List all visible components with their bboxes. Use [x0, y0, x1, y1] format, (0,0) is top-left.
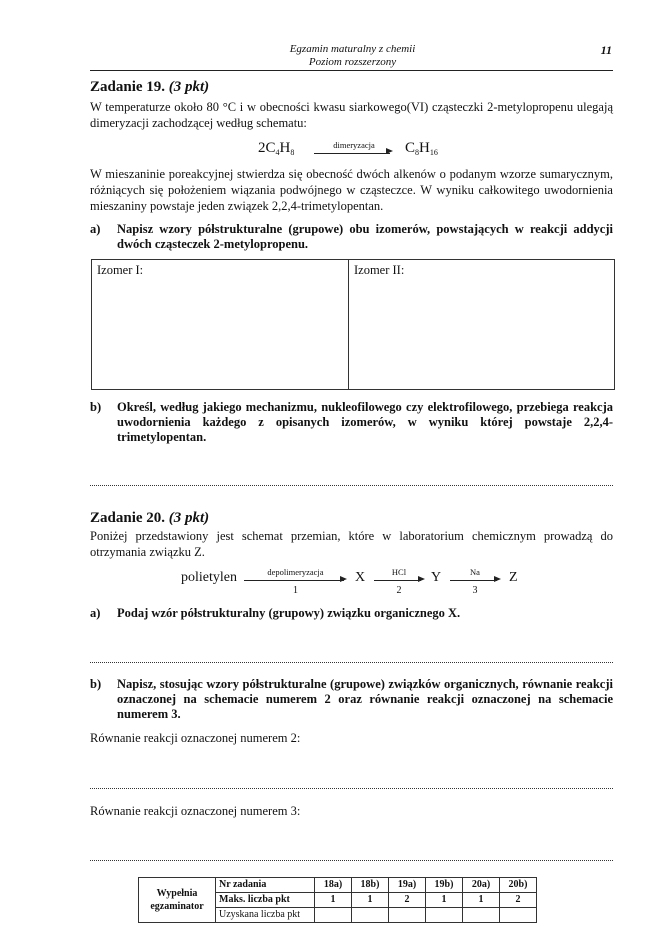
- scheme-z: Z: [509, 570, 518, 585]
- task20-question-a: [90, 606, 613, 621]
- task19-reactant: $2C_4H_8$: [258, 140, 295, 157]
- scheme-arrow3-label: Na: [470, 567, 480, 577]
- task19-b-answer-line[interactable]: [90, 485, 613, 486]
- isomer-2-label: Izomer II:: [354, 263, 405, 277]
- task20-question-b: [90, 677, 613, 722]
- task20-title: Zadanie 20.: [90, 510, 166, 526]
- eq3-label: Równanie reakcji oznaczonej numerem 3:: [90, 804, 301, 818]
- scheme-arrow3: [450, 580, 497, 581]
- obtained-points-cell[interactable]: [315, 908, 352, 923]
- scheme-arrow2-number: 2: [396, 585, 402, 596]
- scheme-arrow3-number: 3: [472, 585, 478, 596]
- scheme-arrow3-head: [494, 576, 501, 582]
- scheme-arrow1-head: [340, 576, 347, 582]
- task20-points: (3 pkt): [168, 510, 210, 526]
- scheme-arrow2: [374, 580, 421, 581]
- max-points-cell: 1: [315, 893, 352, 908]
- task19-arrow: [314, 153, 390, 154]
- scheme-arrow2-label: HCl: [391, 567, 407, 577]
- task20-b-label: b): [90, 677, 102, 691]
- page-header: [90, 43, 615, 69]
- row-header-nr: Nr zadania: [216, 878, 315, 893]
- isomer-1-answer-box[interactable]: [91, 259, 349, 390]
- header-level: Poziom rozszerzony: [308, 56, 397, 68]
- examiner-cell: [139, 878, 216, 923]
- isomer-1-label: Izomer I:: [97, 263, 144, 277]
- task19-intro: W temperaturze około 80 °C i w obecności kwasu siarkowego(VI) cząsteczki 2-metylopropenu ulegają dimeryzacji zachodzącej według schematu:: [90, 100, 613, 130]
- scheme-start: polietylen: [181, 570, 237, 585]
- task19-heading: [90, 79, 209, 96]
- obtained-points-cell[interactable]: [463, 908, 500, 923]
- score-row-task-numbers: [139, 878, 537, 893]
- task19-a-label: a): [90, 222, 101, 236]
- col-nr: 19b): [426, 878, 463, 893]
- eq3-answer-line[interactable]: [90, 860, 613, 861]
- max-points-cell: 1: [463, 893, 500, 908]
- row-header-max: Maks. liczba pkt: [216, 893, 315, 908]
- col-nr: 20a): [463, 878, 500, 893]
- header-exam-title: Egzamin maturalny z chemii: [289, 43, 416, 55]
- scheme-arrow1-label: depolimeryzacja: [267, 567, 324, 577]
- eq2-answer-line[interactable]: [90, 788, 613, 789]
- task20-heading: [90, 510, 209, 527]
- task19-points: (3 pkt): [168, 79, 210, 95]
- max-points-cell: 2: [500, 893, 537, 908]
- scheme-arrow1-number: 1: [293, 585, 298, 596]
- task19-title: Zadanie 19.: [90, 79, 166, 95]
- col-nr: 19a): [389, 878, 426, 893]
- task19-a-text: Napisz wzory półstrukturalne (grupowe) obu izomerów, powstających w reakcji addycji dwóch cząsteczek 2-metylopropenu.: [117, 222, 613, 251]
- scheme-x: X: [355, 570, 366, 585]
- page-number: 11: [600, 43, 612, 57]
- task20-a-answer-line[interactable]: [90, 662, 613, 663]
- task20-b-text: Napisz, stosując wzory półstrukturalne (grupowe) związków organicznych, równanie reakcji oznaczonej na schemacie numerem 2 oraz równanie reakcji oznaczonej na schemacie numerem 3.: [117, 677, 613, 721]
- task19-arrow-label: dimeryzacja: [333, 140, 375, 150]
- obtained-points-cell[interactable]: [500, 908, 537, 923]
- scheme-arrow1: [244, 580, 344, 581]
- max-points-cell: 1: [352, 893, 389, 908]
- task19-body: W mieszaninie poreakcyjnej stwierdza się obecność dwóch alkenów o podanym wzorze sumarycznym, różniących się położeniem wiązania podwójnego w cząsteczce. W wyniku całkowitego uwodornienia mieszaniny powstaje jeden związek 2,2,4-trimetylopentan.: [90, 167, 613, 213]
- task20-a-label: a): [90, 606, 101, 620]
- task19-question-b: [90, 400, 613, 445]
- header-rule: [90, 70, 613, 71]
- scheme-arrow2-head: [418, 576, 425, 582]
- task19-question-a: [90, 222, 613, 252]
- obtained-points-cell[interactable]: [389, 908, 426, 923]
- task20-intro: Poniżej przedstawiony jest schemat przemian, które w laboratorium chemicznym prowadzą do otrzymania związku Z.: [90, 529, 613, 559]
- task20-a-text: Podaj wzór półstrukturalny (grupowy) związku organicznego X.: [117, 606, 461, 620]
- col-nr: 20b): [500, 878, 537, 893]
- task19-b-text: Określ, według jakiego mechanizmu, nukleofilowego czy elektrofilowego, przebiega reakcja uwodornienia każdego z opisanych izomerów, w wyniku której powstaje 2,2,4-trimetylopentan.: [117, 400, 613, 444]
- task19-arrowhead: [386, 148, 393, 154]
- isomer-2-answer-box[interactable]: [348, 259, 615, 390]
- col-nr: 18a): [315, 878, 352, 893]
- max-points-cell: 2: [389, 893, 426, 908]
- col-nr: 18b): [352, 878, 389, 893]
- task19-product: $C_8H_{16}$: [405, 140, 438, 157]
- obtained-points-cell[interactable]: [426, 908, 463, 923]
- examiner-label-1: Wypełnia: [156, 888, 198, 899]
- obtained-points-cell[interactable]: [352, 908, 389, 923]
- examiner-label-2: egzaminator: [150, 901, 204, 912]
- score-table: [138, 877, 537, 923]
- task19-b-label: b): [90, 400, 102, 414]
- scheme-y: Y: [431, 570, 442, 585]
- max-points-cell: 1: [426, 893, 463, 908]
- row-header-obtained: Uzyskana liczba pkt: [216, 908, 315, 923]
- eq2-label: Równanie reakcji oznaczonej numerem 2:: [90, 731, 301, 745]
